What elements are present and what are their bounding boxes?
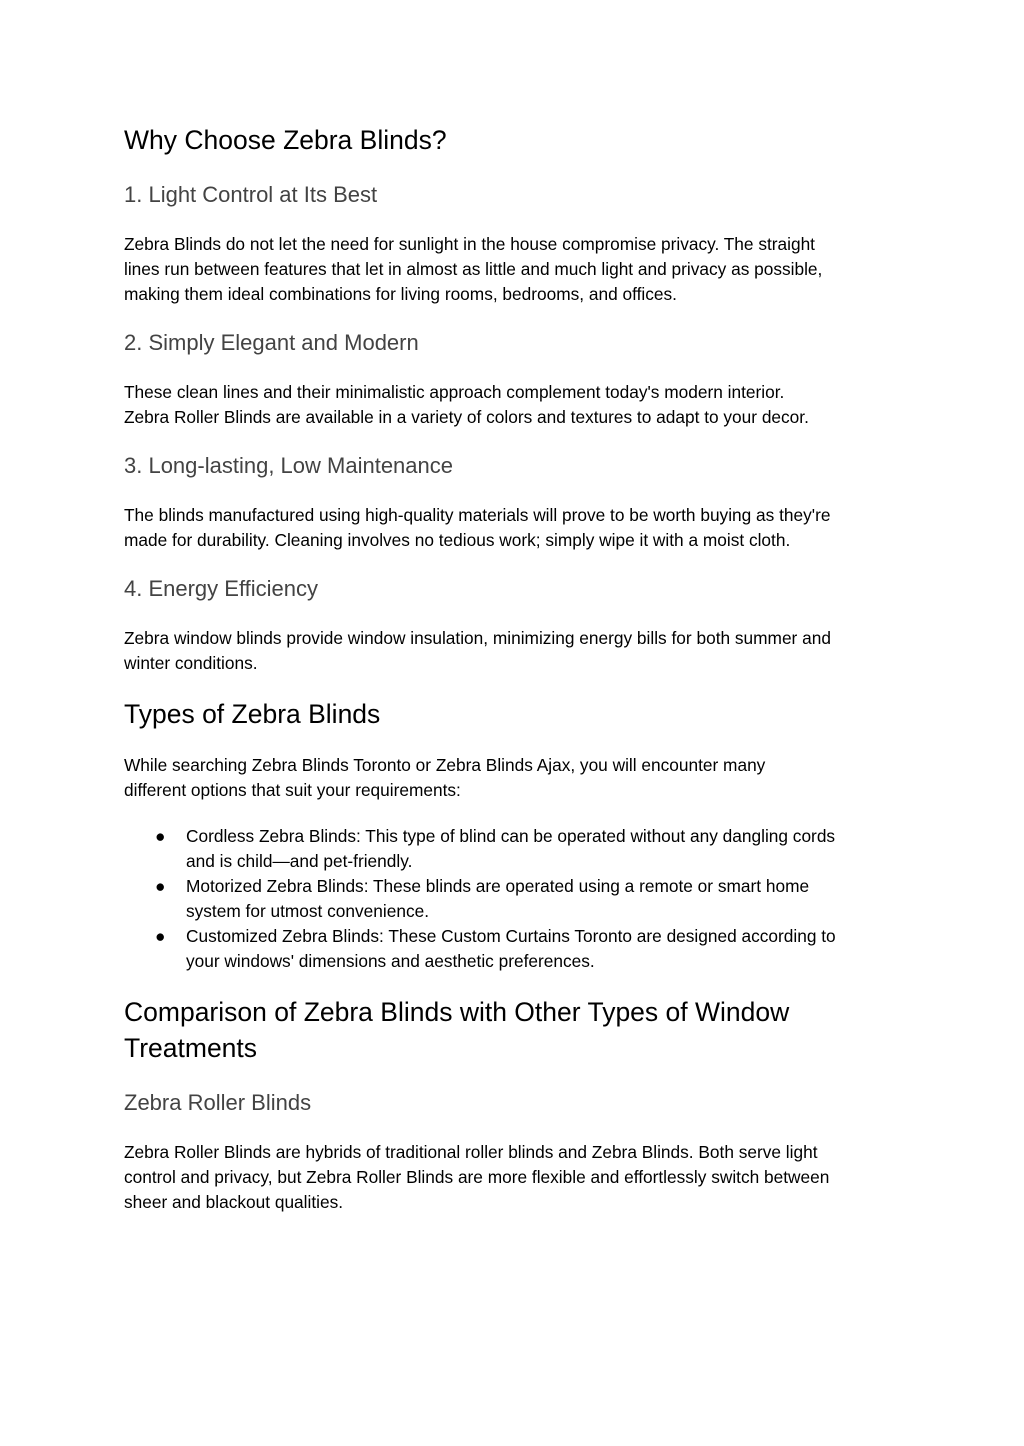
text-line: lines run between features that let in almost as little and much light and privacy as possible, xyxy=(124,259,823,279)
paragraph-elegant-modern xyxy=(124,380,904,430)
types-bullet-list xyxy=(124,824,904,974)
subheading-long-lasting: 3. Long-lasting, Low Maintenance xyxy=(124,453,453,478)
paragraph-types-intro xyxy=(124,753,904,803)
bullet-icon: ● xyxy=(155,826,166,846)
list-item xyxy=(124,824,904,874)
text-line: winter conditions. xyxy=(124,653,258,673)
heading-line: Treatments xyxy=(124,1033,258,1063)
paragraph-long-lasting xyxy=(124,503,904,553)
text-line: your windows' dimensions and aesthetic preferences. xyxy=(186,951,595,971)
text-line: Customized Zebra Blinds: These Custom Curtains Toronto are designed according to xyxy=(186,926,836,946)
text-line: Zebra Blinds do not let the need for sunlight in the house compromise privacy. The straight xyxy=(124,234,815,254)
subheading-elegant-modern: 2. Simply Elegant and Modern xyxy=(124,330,419,355)
subheading-light-control: 1. Light Control at Its Best xyxy=(124,182,378,207)
section-heading-types: Types of Zebra Blinds xyxy=(124,699,381,729)
section-heading-why-choose: Why Choose Zebra Blinds? xyxy=(124,125,447,155)
text-line: Zebra Roller Blinds are hybrids of traditional roller blinds and Zebra Blinds. Both serve light xyxy=(124,1142,818,1162)
bullet-icon: ● xyxy=(155,876,166,896)
paragraph-light-control xyxy=(124,232,904,307)
paragraph-zebra-roller-blinds xyxy=(124,1140,904,1215)
section-heading-comparison xyxy=(124,994,904,1066)
text-line: and is child—and pet-friendly. xyxy=(186,851,413,871)
text-line: system for utmost convenience. xyxy=(186,901,430,921)
text-line: These clean lines and their minimalistic approach complement today's modern interior. xyxy=(124,382,785,402)
text-line: Zebra Roller Blinds are available in a variety of colors and textures to adapt to your decor. xyxy=(124,407,809,427)
bullet-icon: ● xyxy=(155,926,166,946)
text-line: sheer and blackout qualities. xyxy=(124,1192,344,1212)
paragraph-energy-efficiency xyxy=(124,626,904,676)
list-item xyxy=(124,874,904,924)
text-line: Zebra window blinds provide window insulation, minimizing energy bills for both summer and xyxy=(124,628,831,648)
subheading-energy-efficiency: 4. Energy Efficiency xyxy=(124,576,319,601)
heading-line: Comparison of Zebra Blinds with Other Types of Window xyxy=(124,997,790,1027)
text-line: different options that suit your requirements: xyxy=(124,780,461,800)
text-line: Motorized Zebra Blinds: These blinds are operated using a remote or smart home xyxy=(186,876,810,896)
text-line: The blinds manufactured using high-quality materials will prove to be worth buying as they're xyxy=(124,505,831,525)
subheading-zebra-roller-blinds: Zebra Roller Blinds xyxy=(124,1090,312,1115)
text-line: Cordless Zebra Blinds: This type of blind can be operated without any dangling cords xyxy=(186,826,836,846)
text-line: While searching Zebra Blinds Toronto or Zebra Blinds Ajax, you will encounter many xyxy=(124,755,766,775)
text-line: made for durability. Cleaning involves no tedious work; simply wipe it with a moist cloth. xyxy=(124,530,791,550)
list-item xyxy=(124,924,904,974)
text-line: making them ideal combinations for living rooms, bedrooms, and offices. xyxy=(124,284,677,304)
text-line: control and privacy, but Zebra Roller Blinds are more flexible and effortlessly switch between xyxy=(124,1167,830,1187)
